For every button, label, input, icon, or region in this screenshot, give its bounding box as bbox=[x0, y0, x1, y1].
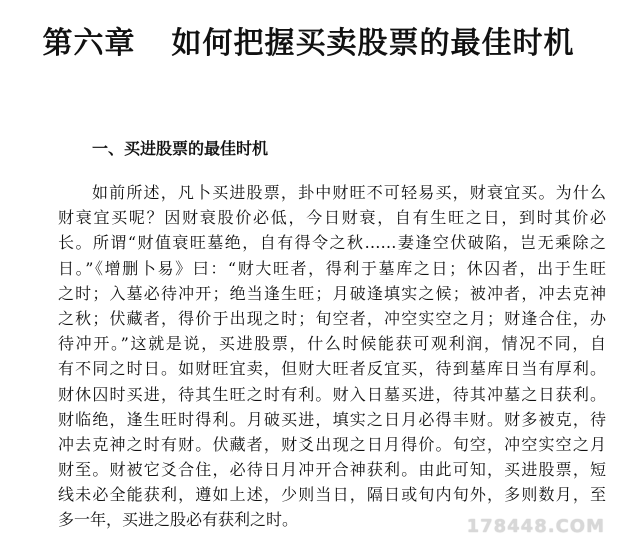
text-line: 之时；入墓必待冲开；绝当逢生旺；月破逢填实之候；被冲者，冲去克神 bbox=[58, 283, 606, 303]
body-paragraph bbox=[58, 180, 617, 533]
text-line: 财衰宜买呢？因财衰股价必低，今日财衰，自有生旺之日，到时其价必 bbox=[58, 208, 606, 228]
text-line: 之秋；伏藏者，得价于出现之时；旬空者，冲空实空之月；财逢合住，办 bbox=[58, 308, 606, 328]
chapter-title-text: 如何把握买卖股票的最佳时机 bbox=[171, 26, 575, 61]
text-line: 长。所谓“财值衰旺墓绝，自有得令之秋……妻逢空伏破陷，岂无乘除之 bbox=[58, 233, 606, 253]
text-line: 冲去克神之时有财。伏藏者，财爻出现之日月得价。旬空，冲空实空之月 bbox=[58, 434, 606, 454]
text-line: 线未必全能获利，遵如上述，少则当日，隔日或旬内旬外，多则数月，至 bbox=[58, 485, 606, 505]
text-line: 财临绝，逢生旺时得利。月破买进，填实之日月必得丰财。财多被克，待 bbox=[58, 409, 606, 429]
text-line: 日。”《增删卜易》曰：“财大旺者，得利于墓库之日；休囚者，出于生旺 bbox=[58, 258, 606, 278]
text-line: 财至。财被它爻合住，必待日月冲开合神获利。由此可知，买进股票，短 bbox=[58, 460, 606, 480]
text-line: 财休囚时买进，待其生旺之时有利。财入日墓买进，待其冲墓之日获利。 bbox=[58, 384, 606, 404]
site-watermark: 178448.COM bbox=[466, 516, 605, 537]
chapter-title bbox=[0, 18, 617, 62]
text-line: 待冲开。”这就是说，买进股票，什么时候能获可观利润，情况不同，自 bbox=[58, 334, 606, 354]
chapter-number: 第六章 bbox=[42, 26, 136, 61]
text-line: 如前所述，凡卜买进股票，卦中财旺不可轻易买，财衰宜买。为什么 bbox=[92, 183, 606, 202]
text-line: 多一年，买进之股必有获利之时。 bbox=[58, 510, 299, 530]
text-line: 有不同之时日。如财旺宜卖，但财大旺者反宜买，待到墓库日当有厚利。 bbox=[58, 359, 606, 379]
section-heading: 一、买进股票的最佳时机 bbox=[92, 139, 269, 158]
